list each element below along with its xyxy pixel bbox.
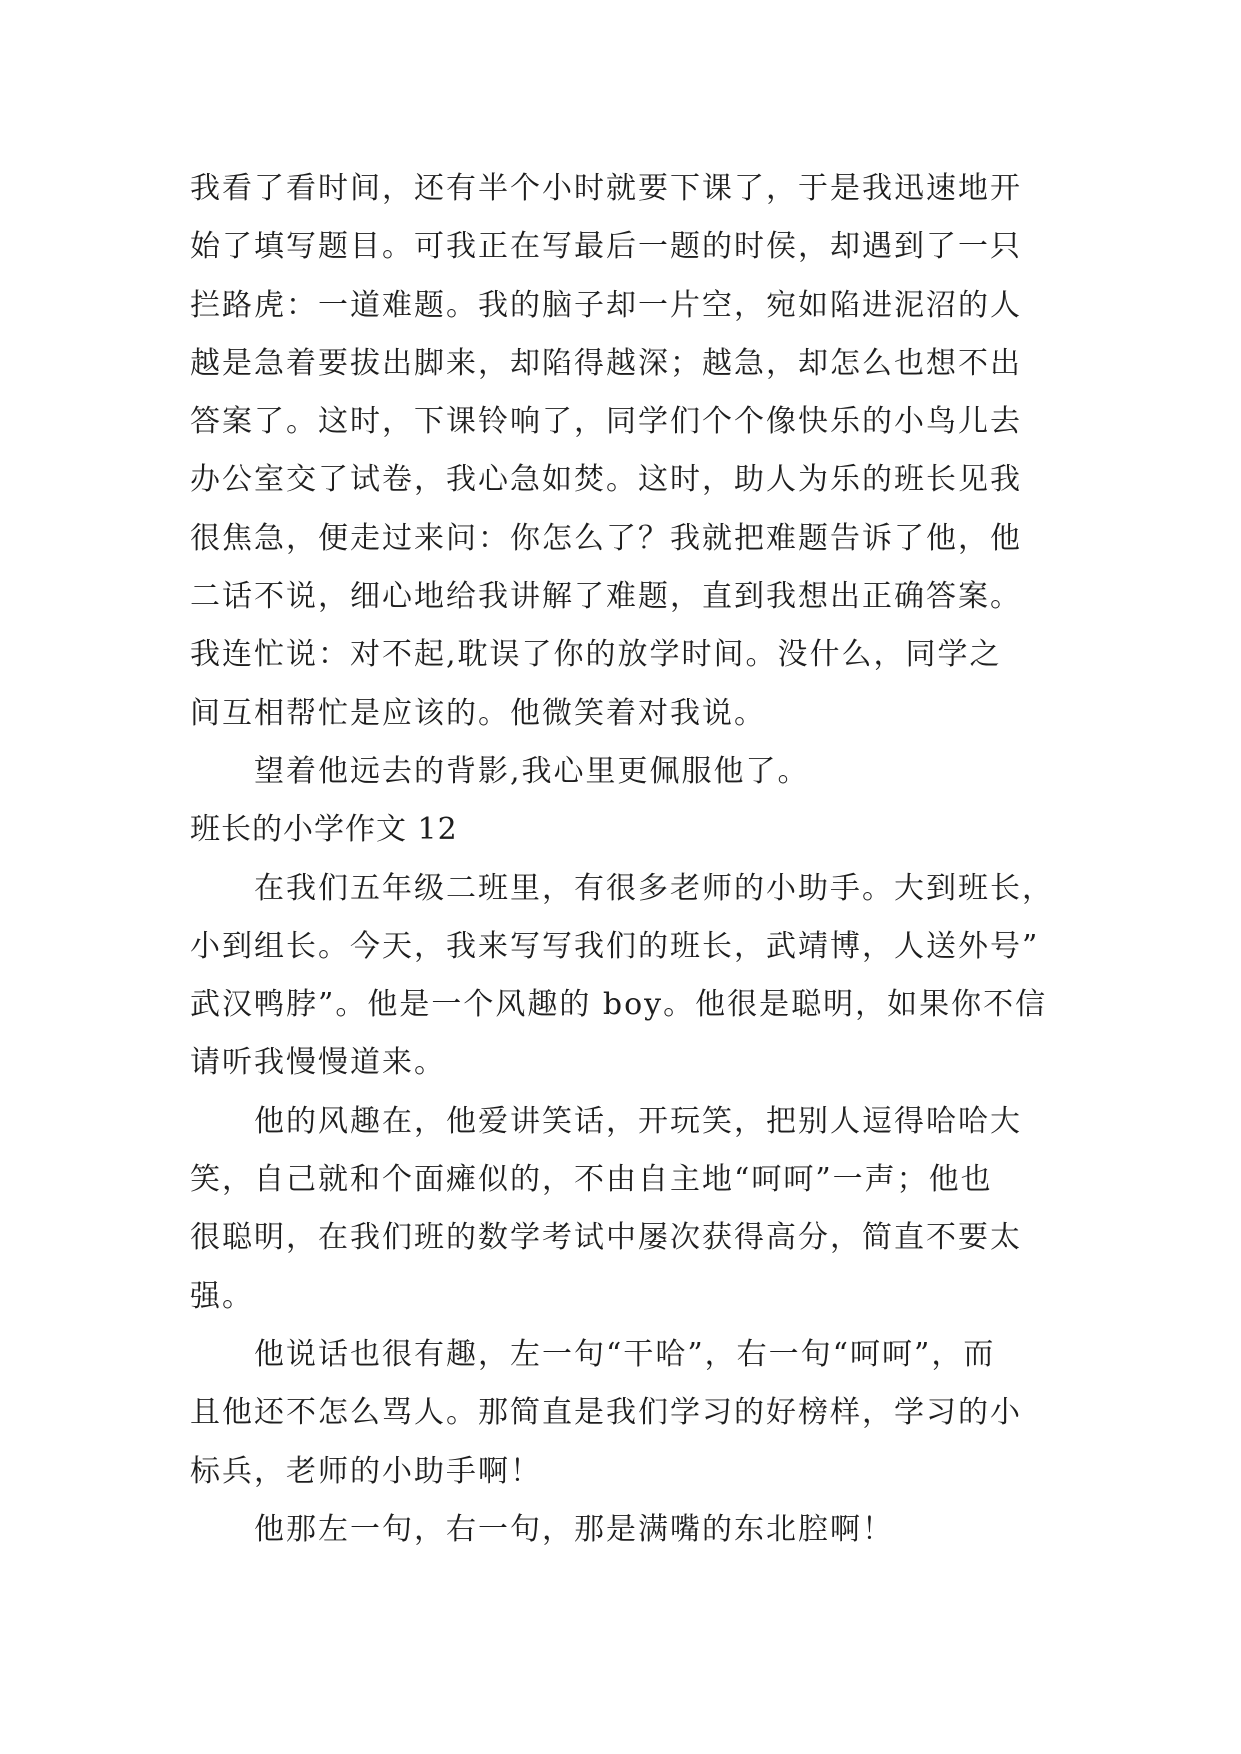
document-body (190, 160, 1090, 1559)
section-heading: 班长的小学作文 12 (190, 812, 458, 848)
text-line: 我连忙说：对不起,耽误了你的放学时间。没什么，同学之 (190, 637, 1002, 673)
text-line: 很焦急，便走过来问：你怎么了？我就把难题告诉了他，他 (190, 520, 1022, 556)
text-line: 越是急着要拔出脚来，却陷得越深；越急，却怎么也想不出 (190, 345, 1022, 381)
text-line: 二话不说，细心地给我讲解了难题，直到我想出正确答案。 (190, 579, 1022, 615)
text-line: 拦路虎：一道难题。我的脑子却一片空，宛如陷进泥沼的人 (190, 287, 1022, 323)
paragraph-first-line: 他那左一句，右一句，那是满嘴的东北腔啊！ (254, 1511, 894, 1547)
paragraph-first-line: 望着他远去的背影,我心里更佩服他了。 (254, 753, 810, 789)
text-line: 笑，自己就和个面瘫似的，不由自主地“呵呵”一声；他也 (190, 1162, 993, 1198)
text-line: 小到组长。今天，我来写写我们的班长，武靖博，人送外号” (190, 928, 1040, 964)
text-line: 强。 (190, 1278, 254, 1314)
text-line: 且他还不怎么骂人。那简直是我们学习的好榜样，学习的小 (190, 1395, 1022, 1431)
text-line: 我看了看时间，还有半个小时就要下课了，于是我迅速地开 (190, 171, 1022, 206)
text-line: 办公室交了试卷，我心急如焚。这时，助人为乐的班长见我 (190, 462, 1022, 498)
text-line: 请听我慢慢道来。 (190, 1045, 446, 1081)
paragraph-first-line: 他说话也很有趣，左一句“干哈”，右一句“呵呵”，而 (254, 1336, 996, 1372)
text-line: 答案了。这时，下课铃响了，同学们个个像快乐的小鸟儿去 (190, 404, 1022, 440)
paragraph-first-line: 他的风趣在，他爱讲笑话，开玩笑，把别人逗得哈哈大 (254, 1103, 1022, 1139)
paragraph-first-line: 在我们五年级二班里，有很多老师的小助手。大到班长， (254, 870, 1054, 906)
text-line: 间互相帮忙是应该的。他微笑着对我说。 (190, 695, 766, 731)
text-line: 很聪明，在我们班的数学考试中屡次获得高分，简直不要太 (190, 1220, 1022, 1256)
text-line: 始了填写题目。可我正在写最后一题的时侯，却遇到了一只 (190, 229, 1022, 265)
text-line: 武汉鸭脖”。他是一个风趣的 boy。他很是聪明，如果你不信 (190, 987, 1048, 1023)
text-line: 标兵，老师的小助手啊！ (190, 1453, 542, 1489)
